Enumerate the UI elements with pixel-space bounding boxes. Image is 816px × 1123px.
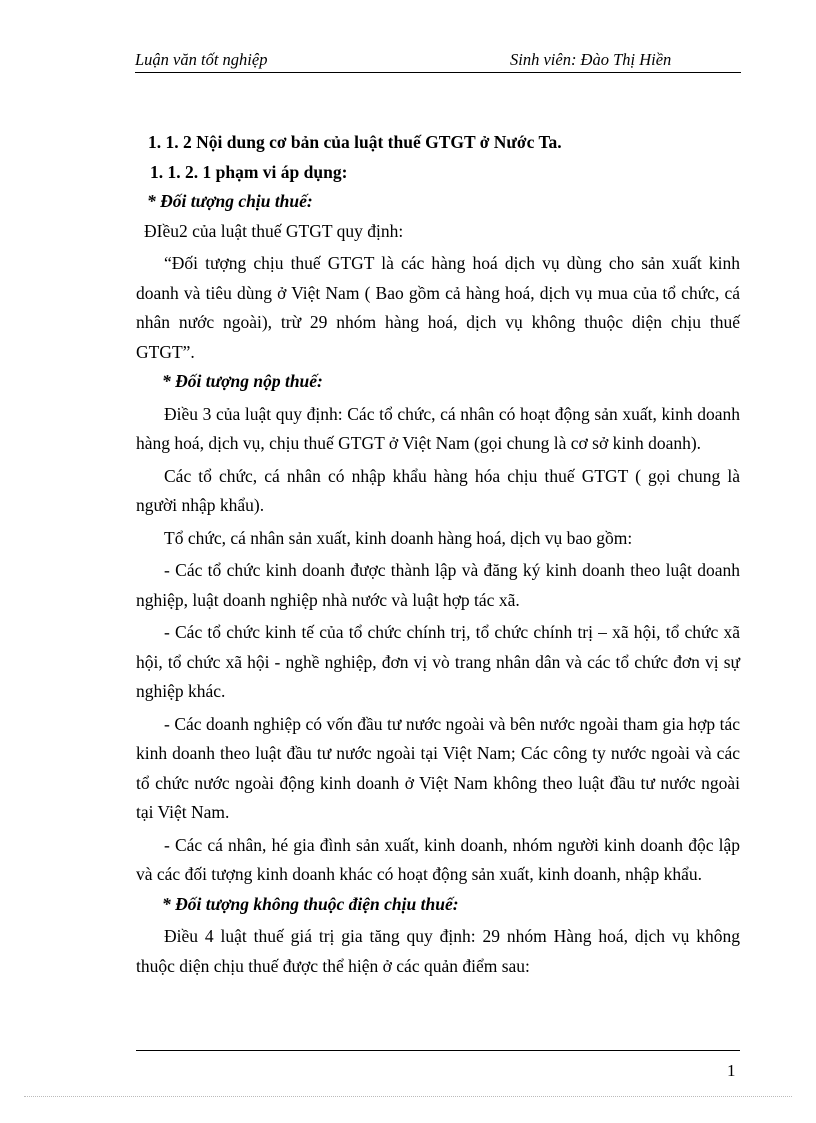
subheading-taxpayers: * Đối tượng nộp thuế:	[162, 371, 323, 391]
subheading-non-taxable: * Đối tượng không thuộc điện chịu thuế:	[162, 893, 459, 914]
paragraph: ĐIều2 của luật thuế GTGT quy định:	[144, 220, 404, 241]
paragraph: Tổ chức, cá nhân sản xuất, kinh doanh hàng hoá, dịch vụ bao gồm:	[164, 527, 633, 548]
page-header	[135, 48, 741, 73]
paragraph: Các tổ chức, cá nhân có nhập khẩu hàng hóa chịu thuế GTGT ( gọi chung là người nhập khẩu).	[136, 465, 740, 515]
header-student-name: Sinh viên: Đào Thị Hiền	[510, 50, 672, 69]
paragraph: “Đối tượng chịu thuế GTGT là các hàng hoá dịch vụ dùng cho sản xuất kinh doanh và tiêu dùng ở Việt Nam ( Bao gồm cả hàng hoá, dịch vụ mua của tổ chức, cá nhân nước ngoài), trừ 29 nhóm hàng hoá, dịch vụ không thuộc diện chịu thuế GTGT”.	[136, 253, 740, 362]
list-item: - Các doanh nghiệp có vốn đầu tư nước ngoài và bên nước ngoài tham gia hợp tác kinh doanh theo luật đầu tư nước ngoài tại Việt Nam; Các công ty nước ngoài và các tổ chức nước ngoài động kinh doanh ở Việt Nam không theo luật đầu tư nước ngoài tại Việt Nam.	[136, 713, 740, 822]
document-body	[136, 128, 740, 981]
list-item: - Các tổ chức kinh doanh được thành lập và đăng ký kinh doanh theo luật doanh nghiệp, luật doanh nghiệp nhà nước và luật hợp tác xã.	[136, 560, 740, 610]
subheading-taxable-objects: * Đối tượng chịu thuế:	[147, 191, 313, 211]
list-item: - Các cá nhân, hé gia đình sản xuất, kinh doanh, nhóm người kinh doanh độc lập và các đối tượng kinh doanh khác có hoạt động sản xuất, kinh doanh, nhập khẩu.	[136, 834, 740, 884]
paragraph: Điều 3 của luật quy định: Các tổ chức, cá nhân có hoạt động sản xuất, kinh doanh hàng hoá, dịch vụ, chịu thuế GTGT ở Việt Nam (gọi chung là cơ sở kinh doanh).	[136, 403, 740, 453]
header-thesis-title: Luận văn tốt nghiệp	[135, 50, 268, 69]
paragraph: Điều 4 luật thuế giá trị gia tăng quy định: 29 nhóm Hàng hoá, dịch vụ không thuộc diện chịu thuế được thể hiện ở các quản điểm sau:	[136, 926, 740, 976]
section-heading: 1. 1. 2 Nội dung cơ bản của luật thuế GTGT ở Nước Ta.	[148, 132, 562, 152]
subsection-heading: 1. 1. 2. 1 phạm vi áp dụng:	[150, 161, 348, 182]
page-break-line	[24, 1096, 792, 1097]
page-number: 1	[727, 1061, 736, 1080]
list-item: - Các tổ chức kinh tế của tổ chức chính trị, tổ chức chính trị – xã hội, tổ chức xã hội, tổ chức xã hội - nghề nghiệp, đơn vị vò trang nhân dân và các tổ chức đơn vị sự nghiệp khác.	[136, 622, 740, 701]
footer-divider	[136, 1050, 740, 1051]
